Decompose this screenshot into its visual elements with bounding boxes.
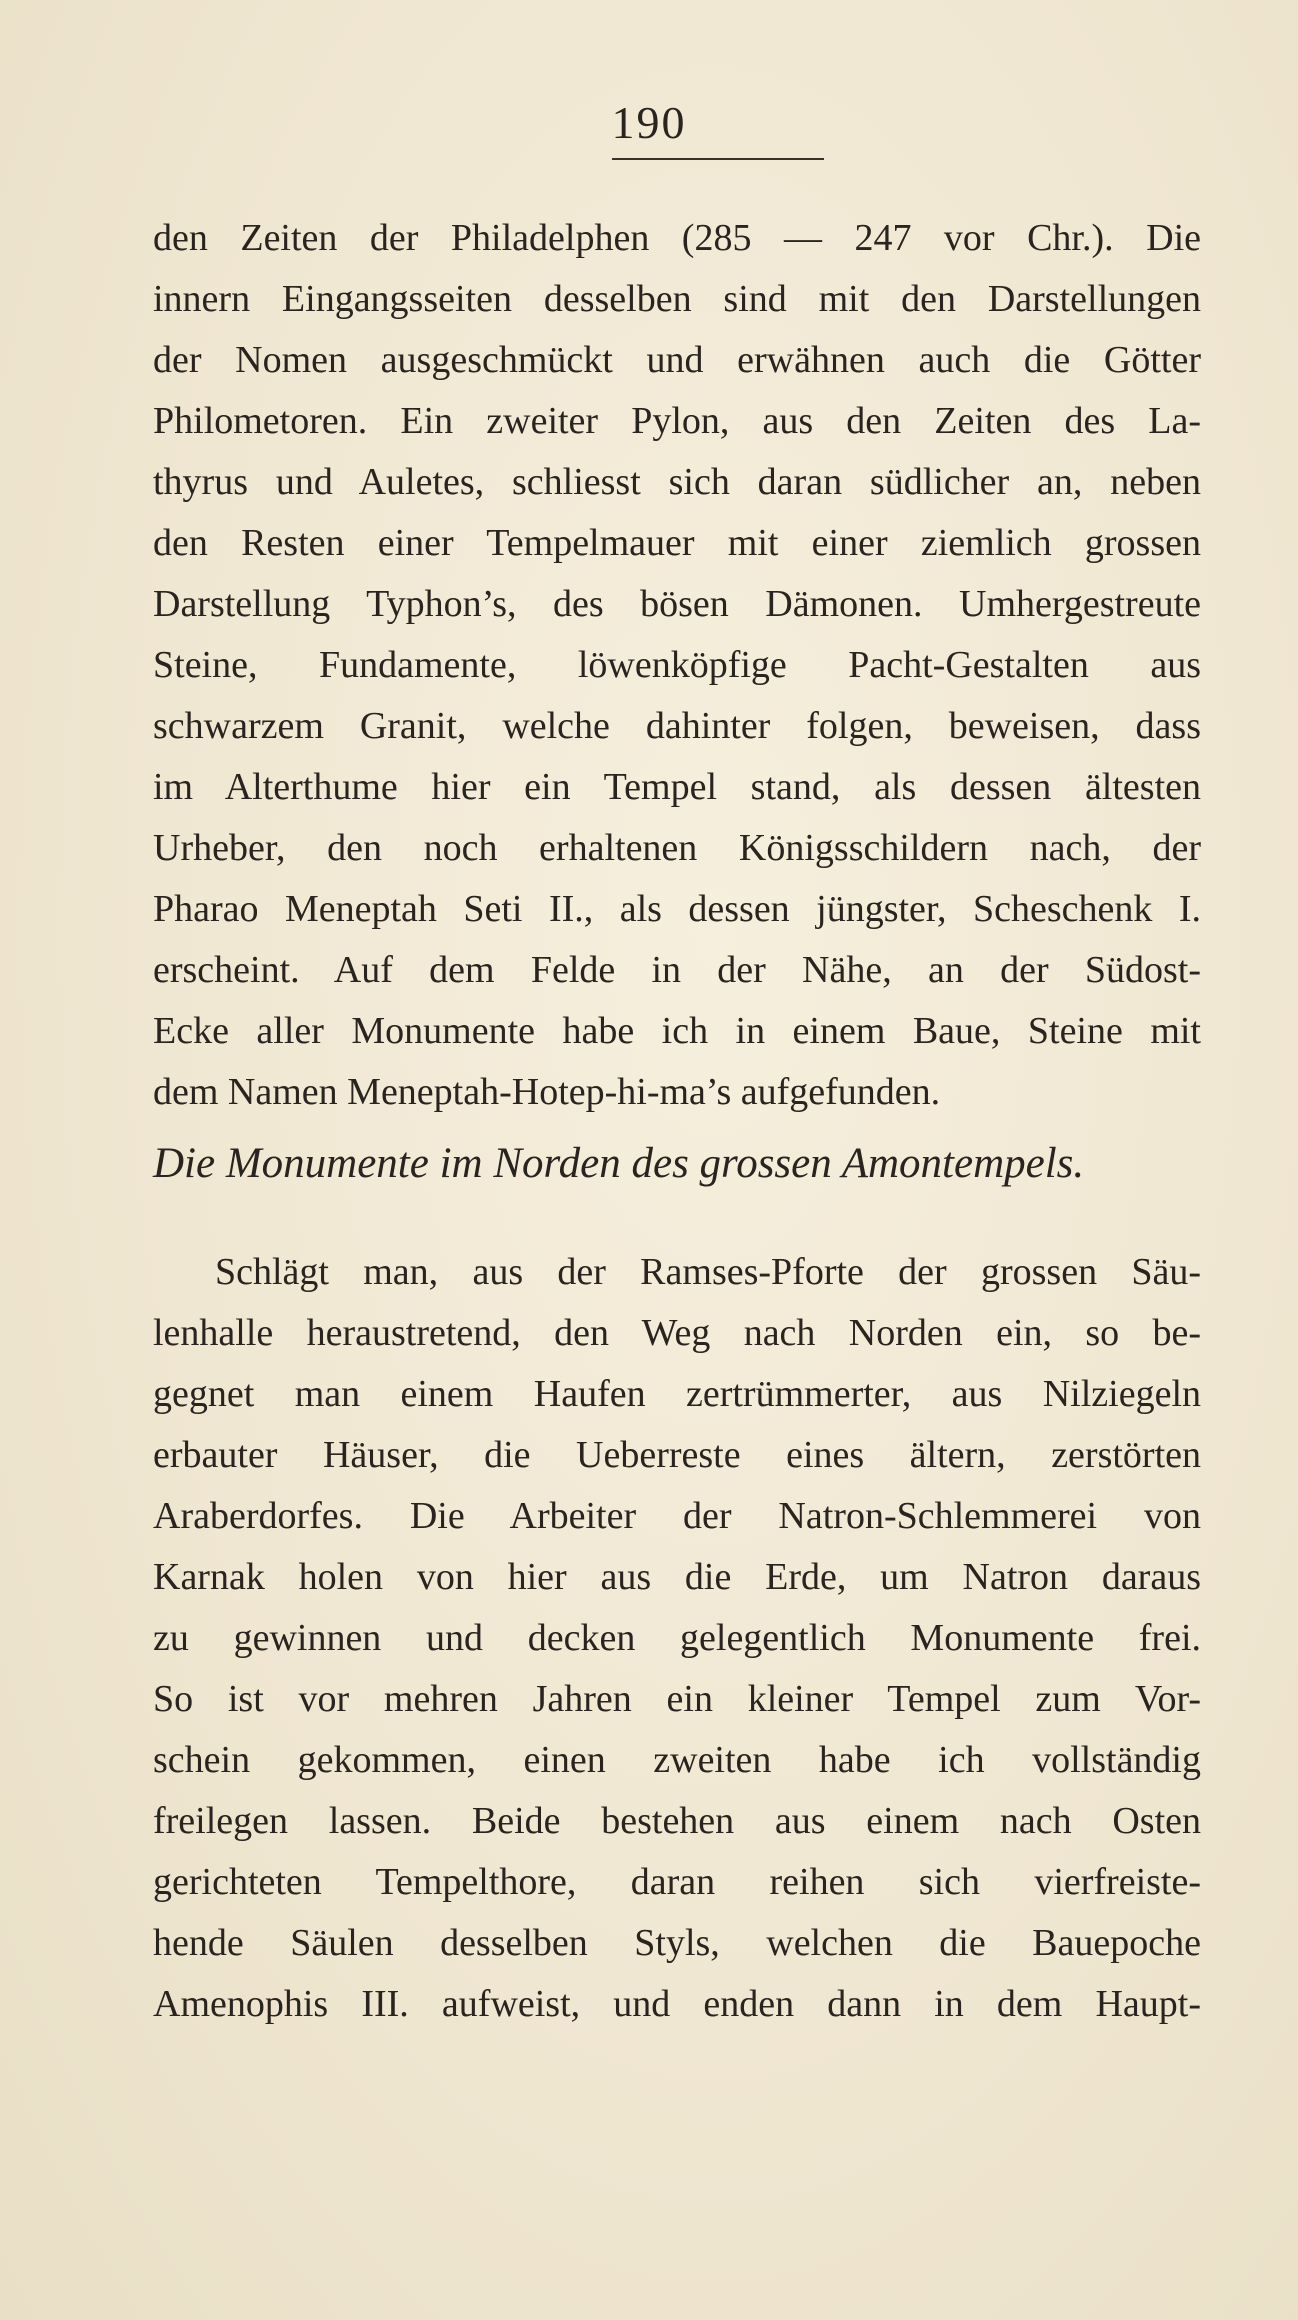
text-line: Philometoren. Ein zweiter Pylon, aus den Zeiten des La- (153, 400, 1201, 442)
text-line: Schlägt man, aus der Ramses-Pforte der grossen Säu- (215, 1251, 1201, 1293)
text-line: erscheint. Auf dem Felde in der Nähe, an der Südost- (153, 949, 1201, 991)
text-line: im Alterthume hier ein Tempel stand, als dessen ältesten (153, 766, 1201, 808)
text-line: den Zeiten der Philadelphen (285 — 247 vor Chr.). Die (153, 217, 1201, 259)
text-line: gegnet man einem Haufen zertrümmerter, aus Nilziegeln (153, 1373, 1201, 1415)
text-line: Urheber, den noch erhaltenen Königsschildern nach, der (153, 827, 1201, 869)
text-line: Darstellung Typhon’s, des bösen Dämonen. Umhergestreute (153, 583, 1201, 625)
text-line: Ecke aller Monumente habe ich in einem Baue, Steine mit (153, 1010, 1201, 1052)
text-line: Amenophis III. aufweist, und enden dann in dem Haupt- (153, 1983, 1201, 2025)
text-line: Steine, Fundamente, löwenköpfige Pacht-Gestalten aus (153, 644, 1201, 686)
text-line: dem Namen Meneptah-Hotep-hi-ma’s aufgefunden. (153, 1071, 941, 1113)
text-line: So ist vor mehren Jahren ein kleiner Tempel zum Vor- (153, 1678, 1201, 1720)
paragraph-2 (153, 1242, 1201, 2035)
text-line: lenhalle heraustretend, den Weg nach Norden ein, so be- (153, 1312, 1201, 1354)
section-heading: Die Monumente im Norden des grossen Amontempels. (153, 1140, 1085, 1187)
text-line: erbauter Häuser, die Ueberreste eines ältern, zerstörten (153, 1434, 1201, 1476)
text-line: thyrus und Auletes, schliesst sich daran südlicher an, neben (153, 461, 1201, 503)
text-line: den Resten einer Tempelmauer mit einer ziemlich grossen (153, 522, 1201, 564)
paragraph-1 (153, 208, 1201, 1123)
text-line: innern Eingangsseiten desselben sind mit den Darstellungen (153, 278, 1201, 320)
text-line: schwarzem Granit, welche dahinter folgen, beweisen, dass (153, 705, 1201, 747)
text-line: Araberdorfes. Die Arbeiter der Natron-Schlemmerei von (153, 1495, 1201, 1537)
text-line: der Nomen ausgeschmückt und erwähnen auch die Götter (153, 339, 1201, 381)
text-line: zu gewinnen und decken gelegentlich Monumente frei. (153, 1617, 1201, 1659)
text-line: Pharao Meneptah Seti II., als dessen jüngster, Scheschenk I. (153, 888, 1201, 930)
text-line: hende Säulen desselben Styls, welchen die Bauepoche (153, 1922, 1201, 1964)
text-line: schein gekommen, einen zweiten habe ich vollständig (153, 1739, 1201, 1781)
page-number: 190 (611, 97, 687, 148)
text-line: gerichteten Tempelthore, daran reihen sich vierfreiste- (153, 1861, 1201, 1903)
text-line: Karnak holen von hier aus die Erde, um Natron daraus (153, 1556, 1201, 1598)
header-rule (612, 158, 824, 160)
text-line: freilegen lassen. Beide bestehen aus einem nach Osten (153, 1800, 1201, 1842)
